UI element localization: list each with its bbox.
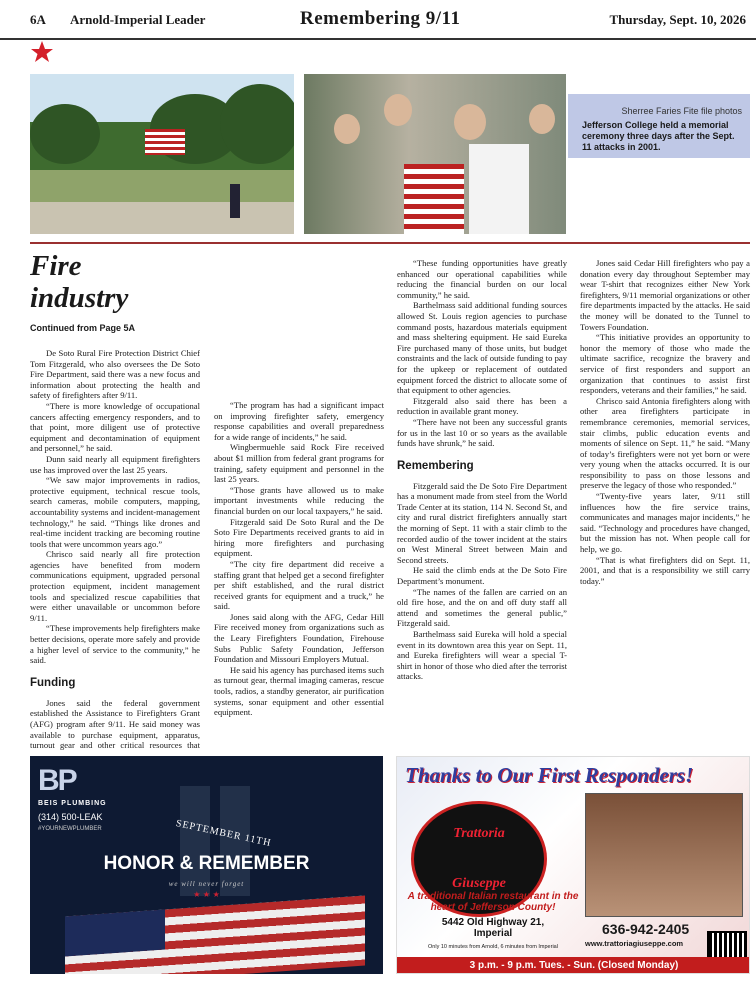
column-1: De Soto Rural Fire Protection District Chief Tom Fitzgerald, who also oversees the De Soto Fire Department, said there was a new focus and information about protecting the health and safety of firefighters after 9/11. “There is more knowledge of occupational cancers affecting emergency responders, and to that point, more diligent use of protective equipment and decontamination of equipment and personnel,” he said. Dunn said nearly all equipment firefighters use has improved over the last 25 years. “We saw major improvements in radios, protective equipment, technical rescue tools, search cameras, mobile computers, mapping, accountability systems and incident-management technology,” he said. “Things like drones and real-time incident tracking are becoming routine tools that were uncommon years ago.” Chrisco said nearly all fire protection agencies have benefited from modern communications equipment, upgraded personal protection equipment, incident management tools and specialized rescue capabilities that were either unavailable or uncommon before 9/11. “These improvements help firefighters make better decisions, operate more safely and provide a higher level of service to the community,” he said. Funding Jones said the federal government established the Assistance to Firefighters Grant (AFG) program after 9/11. He said money was available to purchase equipment, apparatus, turnout gear and other critical resources that [30, 348, 200, 750]
newspaper-name: Arnold-Imperial Leader [70, 12, 206, 27]
column-3: “These funding opportunities have greatly enhanced our operational capabilities while reducing the financial burden on our local community,” he said. Barthelmass said additional funding sources allowed St. Louis region agencies to purchase command posts, hazardous materials equipment and mass sheltering equipment. He said Eureka Fire purchased many of those units, but budget constraints and the lack of outside funding to pay for the upkeep or replacement of outdated equipment forced the district to allocate some of that equipment to other agencies. Fitzgerald also said there has been a reduction in available grant money. “There have not been any successful grants for us in the last 10 or so years as the available funds have shrunk,” he said. Remembering Fitzgerald said the De Soto Fire Department has a monument made from steel from the World Trade Center at its station, 114 N. Second St, and city and rural district firefighters annually start the morning of Sept. 11 with a stair climb to the recorded audio of the tower incident at the stairs on West Mineral Street between Main and Second streets. He said the climb ends at the De Soto Fire Department’s monument. “The names of the fallen are carried on an old fire hose, and the on and off duty staff all attend and sometimes the general public,” Fitzgerald said. Barthelmass said Eureka will hold a special event in its downtown area this year on Sept. 11, and Eureka firefighters will wear a special T-shirt in honor of those who died after the terrorist attacks. [397, 258, 567, 682]
trattoria-ad[interactable] [396, 756, 750, 974]
restaurant-website[interactable]: www.trattoriagiuseppe.com [585, 939, 684, 948]
plumbing-company: BEIS PLUMBING [38, 800, 107, 807]
plumbing-phone: (314) 500-LEAK [38, 812, 103, 822]
plumbing-hashtag: #YOURNEWPLUMBER [38, 826, 102, 832]
issue-date: Thursday, Sept. 10, 2026 [609, 12, 746, 27]
directions-note: Only 10 minutes from Arnold, 6 minutes from Imperial [428, 944, 558, 950]
plumbing-ad[interactable] [30, 756, 383, 974]
plumbing-logo: BP [38, 764, 76, 797]
page-number: 6A [30, 12, 46, 27]
article-title: Fire industry [30, 250, 129, 314]
hours-bar: 3 p.m. - 9 p.m. Tues. - Sun. (Closed Monday) [397, 957, 750, 974]
never-forget-tagline: we will never forget [168, 880, 245, 888]
caption-text: Jefferson College held a memorial ceremony three days after the Sept. 11 attacks in 2001. [582, 120, 735, 152]
stars-decoration: ★ ★ ★ [193, 890, 220, 899]
restaurant-address: 5442 Old Highway 21, Imperial [441, 917, 545, 939]
restaurant-phone: 636-942-2405 [602, 921, 690, 937]
column-2: “The program has had a significant impact on improving firefighter safety, emergency response capabilities and overall preparedness for a wide range of incidents,” he said. Wingbermuehle said Rock Fire received about $1 million from federal grant programs for training, safety equipment and personnel in the last 25 years. “Those grants have allowed us to make important investments while reducing the financial burden on our local taxpayers,” he said. Fitzgerald said De Soto Rural and the De Soto Fire Departments received grants to aid in hiring more firefighters and purchasing equipment. “The city fire department did receive a staffing grant that helped get a second firefighter per shift established, and the rural district received grants for equipment and a truck,” he said. Jones said along with the AFG, Cedar Hill Fire received money from organizations such as the Leary Firefighters Foundation, Firehouse Subs Public Safety Foundation, Jefferson Foundation and Missouri Employers Mutual. He said his agency has purchased items such as turnout gear, thermal imaging cameras, rescue tools, radios, a standby generator, air purification systems, sonar equipment and other essential equipment. [214, 400, 384, 718]
flag-image [65, 896, 365, 974]
september-11-label: SEPTEMBER 11TH [174, 818, 273, 849]
trattoria-logo: Trattoria Giuseppe [411, 801, 547, 917]
honor-remember-headline: HONOR & REMEMBER [103, 853, 310, 874]
heading-remembering: Remembering [397, 459, 474, 472]
section-title: Remembering 9/11 [300, 8, 461, 29]
heading-funding: Funding [30, 676, 76, 689]
column-4: Jones said Cedar Hill firefighters who pay a donation every day throughout September may wear T-shirt that recognizes either New York firefighters, 9/11 memorial organizations or other fire departments impacted by the attacks. He said the money will be donated to the Tunnel to Towers Foundation. “This initiative provides an opportunity to honor the memory of those who made the ultimate sacrifice, recognize the bravery and service of first responders and support an organization that continues to assist first responders, veterans and their families,” he said. Chrisco said Antonia firefighters along with other area firefighters participate in remembrance ceremonies, memorial services, stair climbs, public education events and moments of silence on Sept. 11,” he said. “Many of today’s firefighters were not yet born or were very young when the attacks occurred. It is our responsibility to pass on those lessons and preserve the legacy of those who responded.” “Twenty-five years later, 9/11 still influences how the fire service trains, communicates and manages major incidents,” he said. “Technology and procedures have changed, but the mission has not. When people call for help, we go. “That is what firefighters did on Sept. 11, 2001, and that is a responsibility we still carry today.” [580, 258, 750, 586]
photo-credit: Sherree Faries Fite file photos [621, 106, 742, 116]
thanks-headline: Thanks to Our First Responders! [405, 763, 694, 787]
continued-line: Continued from Page 5A [30, 323, 136, 333]
staff-photo [585, 793, 743, 917]
restaurant-description: A traditional Italian restaurant in the heart of Jefferson County! [407, 891, 579, 913]
